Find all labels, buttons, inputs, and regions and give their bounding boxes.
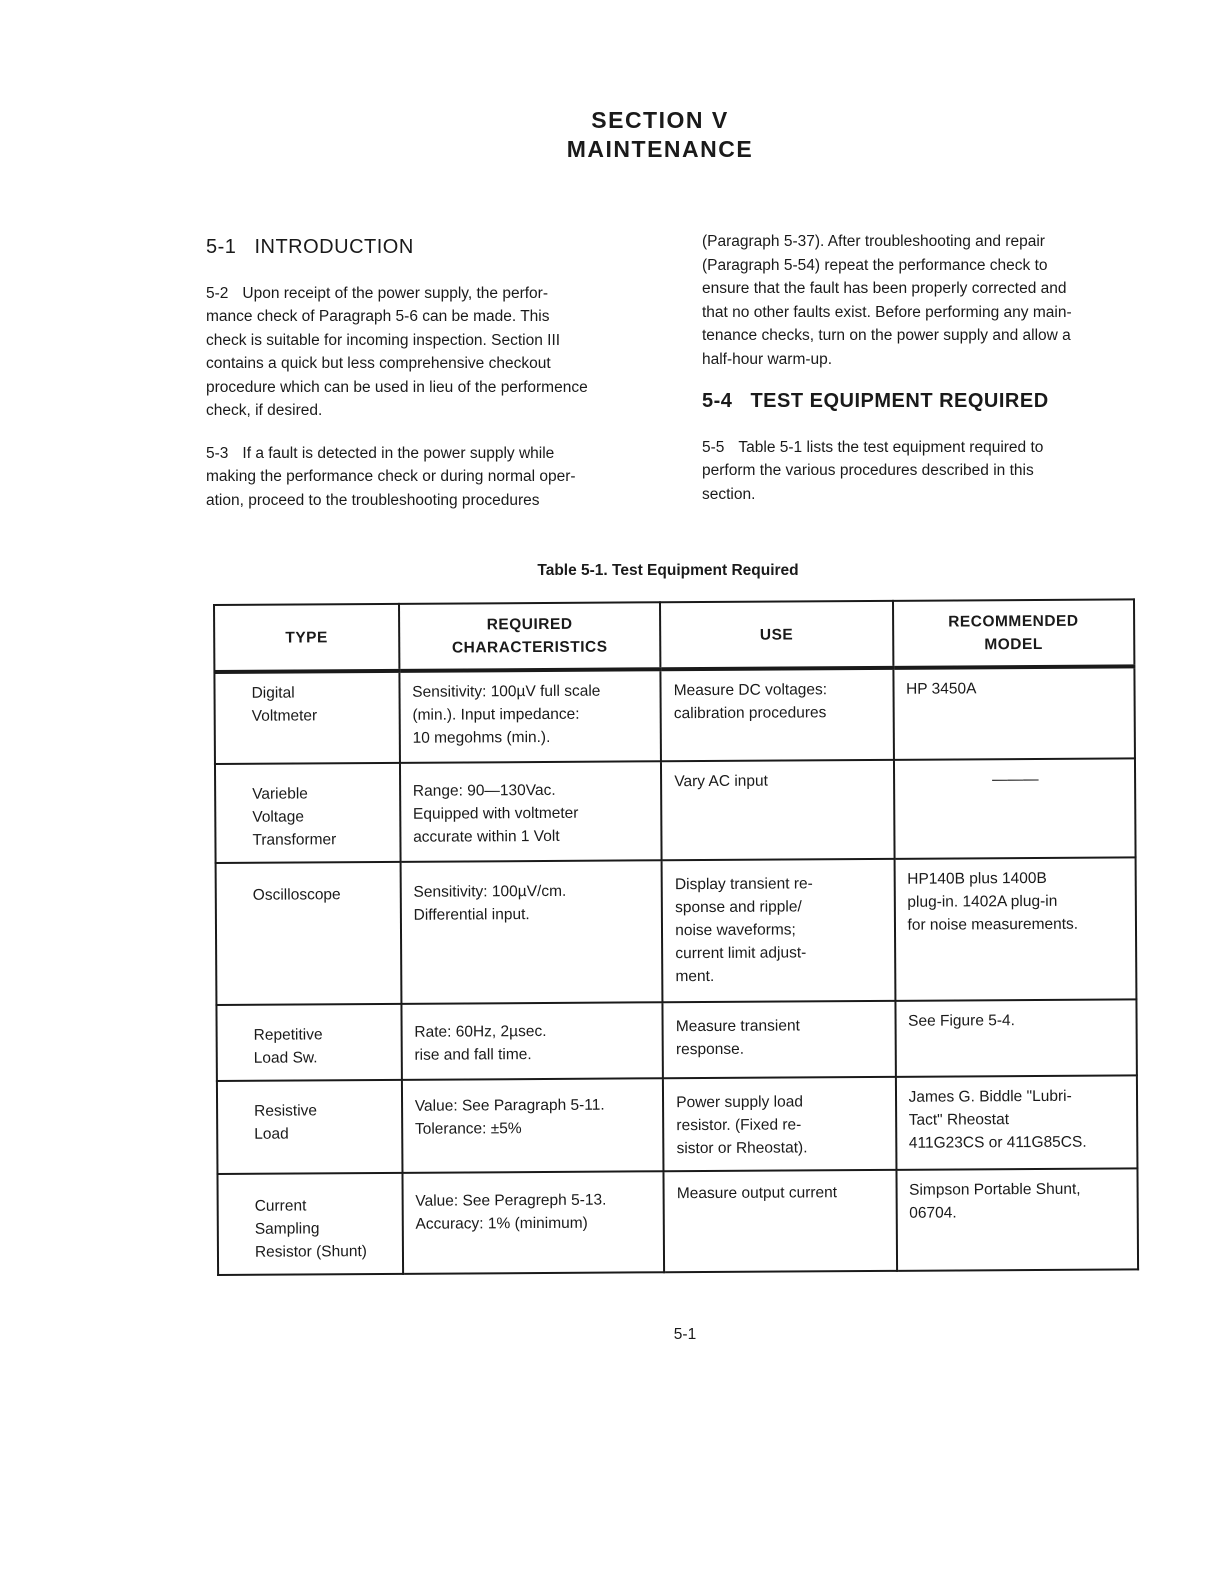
table-header-row [214, 599, 1134, 672]
cell-use: Measure transient response. [663, 1001, 896, 1078]
heading-number: 5-1 [206, 236, 237, 258]
test-equipment-table [213, 598, 1139, 1276]
table-row [217, 1168, 1138, 1275]
table-row [216, 857, 1137, 1005]
page-number: 5-1 [673, 1326, 697, 1343]
cell-model: Simpson Portable Shunt, 06704. [896, 1168, 1138, 1270]
cell-use: Measure output current [664, 1170, 897, 1272]
cell-type: Varieble Voltage Transformer [215, 763, 400, 863]
header-model: RECOMMENDED MODEL [893, 599, 1135, 667]
paragraph-text: If a fault is detected in the power supply while making the performance check or during normal oper- ation, proceed to the troubleshooting procedures [206, 444, 576, 509]
heading-title: INTRODUCTION [254, 236, 414, 258]
paragraph-number: 5-3 [206, 444, 229, 462]
cell-characteristics: Sensitivity: 100µV full scale (min.). Input impedance: 10 megohms (min.). [399, 669, 661, 763]
paragraph-5-2 [206, 282, 656, 423]
table-row [216, 999, 1136, 1081]
heading-number: 5-4 [702, 390, 733, 412]
paragraph-5-5 [702, 436, 1152, 507]
heading-5-4 [702, 390, 1152, 414]
heading-5-1 [206, 236, 656, 260]
table-row [217, 1075, 1138, 1174]
cell-model: ——— [893, 758, 1135, 858]
cell-model: James G. Biddle "Lubri- Tact" Rheostat 411G23CS or 411G85CS. [895, 1075, 1137, 1169]
table-row [215, 758, 1136, 863]
cell-characteristics: Rate: 60Hz, 2µsec. rise and fall time. [401, 1002, 663, 1080]
cell-type: Current Sampling Resistor (Shunt) [217, 1173, 402, 1275]
right-column [702, 230, 1152, 525]
table-caption: Table 5-1. Test Equipment Required [537, 562, 799, 579]
paragraph-text: Table 5-1 lists the test equipment required to perform the various procedures described in this section. [702, 438, 1044, 503]
cell-use: Vary AC input [661, 760, 894, 860]
cell-use: Display transient re- sponse and ripple/ noise waveforms; current limit adjust- ment. [662, 859, 895, 1002]
cell-characteristics: Sensitivity: 100µV/cm. Differential input. [400, 860, 662, 1004]
header-use: USE [660, 601, 893, 669]
paragraph-number: 5-5 [702, 438, 725, 456]
left-column [206, 236, 656, 531]
cell-use: Measure DC voltages: calibration procedures [661, 668, 894, 761]
section-title: MAINTENANCE [566, 136, 754, 162]
section-number: SECTION V [591, 107, 729, 133]
cell-characteristics: Value: See Peragreph 5-13. Accuracy: 1% (minimum) [402, 1171, 664, 1274]
cell-type: Oscilloscope [216, 862, 402, 1005]
cell-model: HP140B plus 1400B plug-in. 1402A plug-in for noise measurements. [894, 857, 1136, 1000]
cell-type: Digital Voltmeter [214, 671, 399, 764]
cell-type: Resistive Load [217, 1080, 402, 1174]
cell-characteristics: Range: 90—130Vac. Equipped with voltmeter accurate within 1 Volt [400, 761, 662, 862]
section-heading [0, 106, 1224, 164]
cell-type: Repetitive Load Sw. [216, 1004, 401, 1081]
cell-model: See Figure 5-4. [895, 999, 1137, 1076]
table-row [214, 666, 1135, 764]
header-type: TYPE [214, 604, 399, 672]
paragraph-text: Upon receipt of the power supply, the perfor- mance check of Paragraph 5-6 can be made. This check is suitable for incoming inspection. Section III contains a quick but less comprehensive checkout procedure which can be used in lieu of the performence check, if desired. [206, 284, 588, 419]
paragraph-5-3-continued: (Paragraph 5-37). After troubleshooting and repair (Paragraph 5-54) repeat the performance check to ensure that the fault has been properly corrected and that no other faults exist. Before performing any main- tenance checks, turn on the power supply and allow a half-hour warm-up. [702, 233, 1072, 368]
paragraph-5-3 [206, 442, 656, 513]
heading-title: TEST EQUIPMENT REQUIRED [750, 390, 1049, 412]
paragraph-number: 5-2 [206, 284, 229, 302]
cell-characteristics: Value: See Paragraph 5-11. Tolerance: ±5% [402, 1078, 664, 1173]
cell-model: HP 3450A [893, 666, 1135, 759]
header-characteristics: REQUIRED CHARACTERISTICS [399, 602, 661, 671]
cell-use: Power supply load resistor. (Fixed re- sistor or Rheostat). [663, 1077, 896, 1171]
